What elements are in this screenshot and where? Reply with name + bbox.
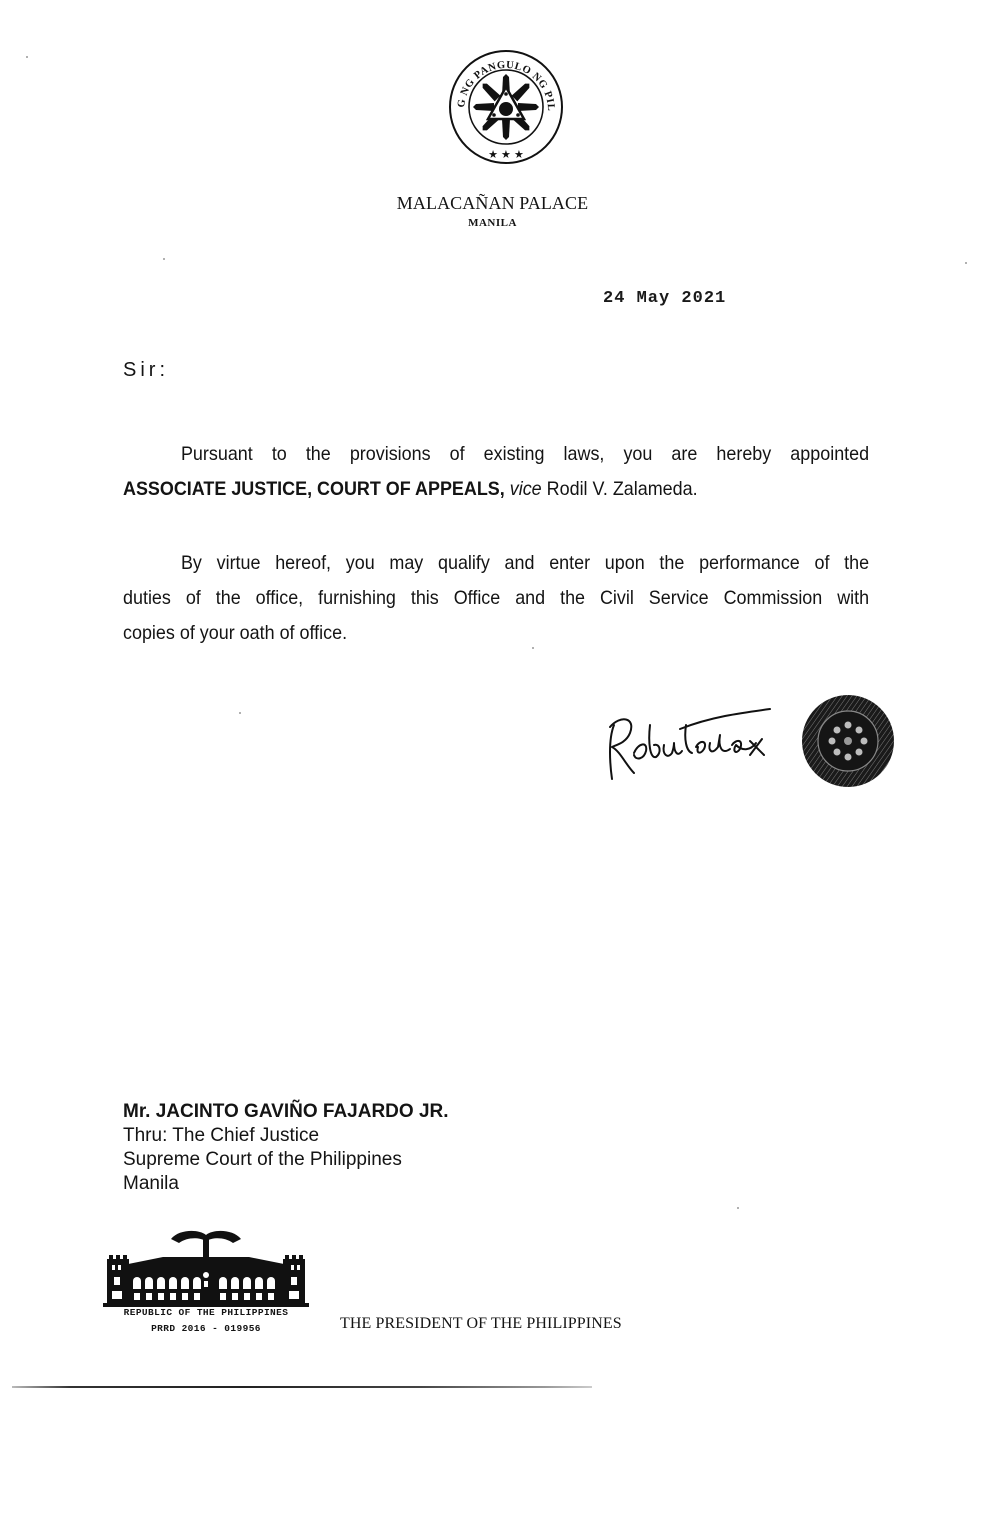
palace-window — [146, 1293, 152, 1300]
salutation: Sir: — [123, 359, 169, 381]
presidential-signature — [600, 695, 780, 785]
palace-window — [170, 1293, 176, 1300]
palace-arch — [231, 1277, 239, 1289]
scan-speck — [532, 647, 534, 649]
scan-speck — [163, 258, 165, 260]
svg-text:SAGISAG NG PANGULO NG PILIPINA: G NG PANGULO NG PIL — [455, 59, 557, 112]
palace-arch — [145, 1277, 153, 1289]
palace-arch — [243, 1277, 251, 1289]
palace-arch — [133, 1277, 141, 1289]
scan-speck — [239, 712, 241, 714]
palace-window — [182, 1293, 188, 1300]
palace-arch — [181, 1277, 189, 1289]
palace-window — [194, 1293, 200, 1300]
addressee-thru: Thru: The Chief Justice — [123, 1125, 320, 1146]
president-title: THE PRESIDENT OF THE PHILIPPINES — [340, 1315, 622, 1332]
paragraph-line — [123, 437, 869, 472]
palace-arch — [219, 1277, 227, 1289]
paragraph-line: duties of the office, furnishing this Office and the Civil Service Commission with — [123, 587, 870, 609]
republic-caption: REPUBLIC OF THE PHILIPPINES — [123, 1307, 289, 1318]
vice-word: vice — [509, 478, 542, 500]
palace-arch — [267, 1277, 275, 1289]
palace-window — [268, 1293, 274, 1300]
palace-window — [220, 1293, 226, 1300]
paragraph-text: By virtue hereof, you may qualify and enter upon the performance of the — [180, 552, 870, 574]
appointment-paragraph — [123, 437, 869, 507]
palace-window — [232, 1293, 238, 1300]
dry-seal-stamp — [800, 693, 896, 789]
malacanang-palace-emblem — [103, 1225, 309, 1307]
palace-city: MANILA — [468, 217, 517, 229]
addressee-name: Mr. JACINTO GAVIÑO FAJARDO JR. — [123, 1101, 449, 1122]
control-number: PRRD 2016 - 019956 — [151, 1323, 261, 1334]
paragraph-text: Pursuant to the provisions of existing laws, you are hereby appointed — [180, 443, 870, 465]
svg-text:★ ★ ★: ★ ★ ★ — [488, 149, 524, 161]
palace-arch — [255, 1277, 263, 1289]
appointed-position: ASSOCIATE JUSTICE, COURT OF APPEALS, — [123, 478, 505, 500]
instructions-paragraph — [123, 546, 869, 651]
paragraph-line: copies of your oath of office. — [123, 622, 348, 644]
palace-window — [256, 1293, 262, 1300]
footer-rule — [12, 1386, 592, 1388]
vice-name: Rodil V. Zalameda. — [546, 478, 698, 500]
paragraph-line — [123, 546, 869, 581]
letter-date: 24 May 2021 — [603, 289, 727, 308]
palace-arch — [169, 1277, 177, 1289]
scan-speck — [26, 56, 28, 58]
addressee-block — [123, 1100, 449, 1196]
palace-arch — [193, 1277, 201, 1289]
addressee-city: Manila — [123, 1173, 179, 1194]
palace-arch — [157, 1277, 165, 1289]
palace-window — [158, 1293, 164, 1300]
presidential-seal — [447, 48, 565, 166]
scan-speck — [737, 1207, 739, 1209]
palace-window — [134, 1293, 140, 1300]
palace-window — [244, 1293, 250, 1300]
palace-name: MALACAÑAN PALACE — [396, 193, 589, 213]
addressee-court: Supreme Court of the Philippines — [123, 1149, 402, 1170]
paragraph-line — [123, 472, 869, 507]
scan-speck — [965, 262, 967, 264]
